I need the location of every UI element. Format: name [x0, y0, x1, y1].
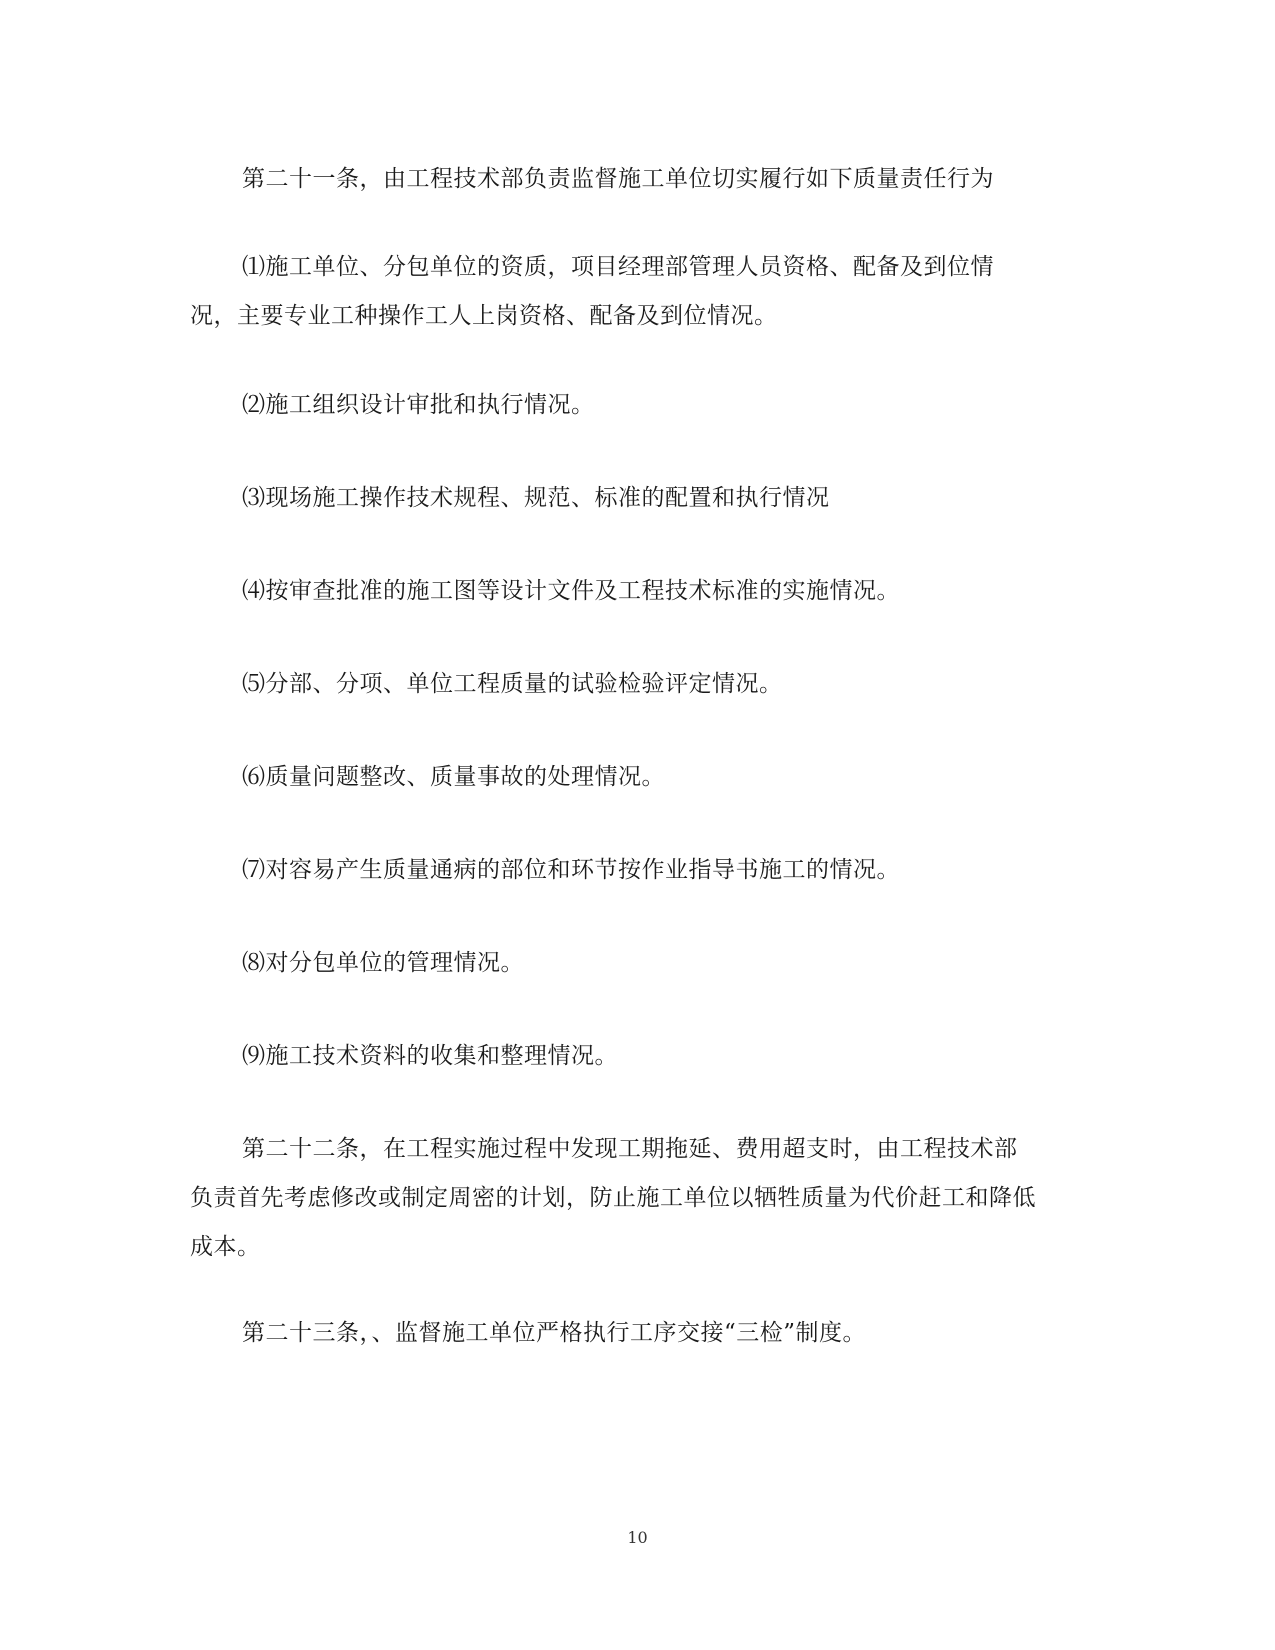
- item-1-paragraph: ⑴施工单位、分包单位的资质，项目经理部管理人员资格、配备及到位情况，主要专业工种操作工人上岗资格、配备及到位情况。: [190, 254, 994, 329]
- item-7-paragraph: ⑺对容易产生质量通病的部位和环节按作业指导书施工的情况。: [242, 857, 900, 883]
- article-23-paragraph: 第二十三条，、监督施工单位严格执行工序交接“三检”制度。: [242, 1320, 867, 1346]
- item-5-paragraph: ⑸分部、分项、单位工程质量的试验检验评定情况。: [242, 671, 783, 697]
- item-9-paragraph: ⑼施工技术资料的收集和整理情况。: [242, 1043, 618, 1069]
- article-21-paragraph: 第二十一条，由工程技术部负责监督施工单位切实履行如下质量责任行为: [242, 166, 994, 192]
- article-22-paragraph: 第二十二条，在工程实施过程中发现工期拖延、费用超支时，由工程技术部负责首先考虑修改或制定周密的计划，防止施工单位以牺牲质量为代价赶工和降低成本。: [190, 1136, 1036, 1260]
- item-6-paragraph: ⑹质量问题整改、质量事故的处理情况。: [242, 764, 665, 790]
- item-8-paragraph: ⑻对分包单位的管理情况。: [242, 950, 524, 976]
- item-3-paragraph: ⑶现场施工操作技术规程、规范、标准的配置和执行情况: [242, 485, 830, 511]
- item-4-paragraph: ⑷按审查批准的施工图等设计文件及工程技术标准的实施情况。: [242, 578, 900, 604]
- item-2-paragraph: ⑵施工组织设计审批和执行情况。: [242, 392, 595, 418]
- page-number: 10: [627, 1528, 648, 1547]
